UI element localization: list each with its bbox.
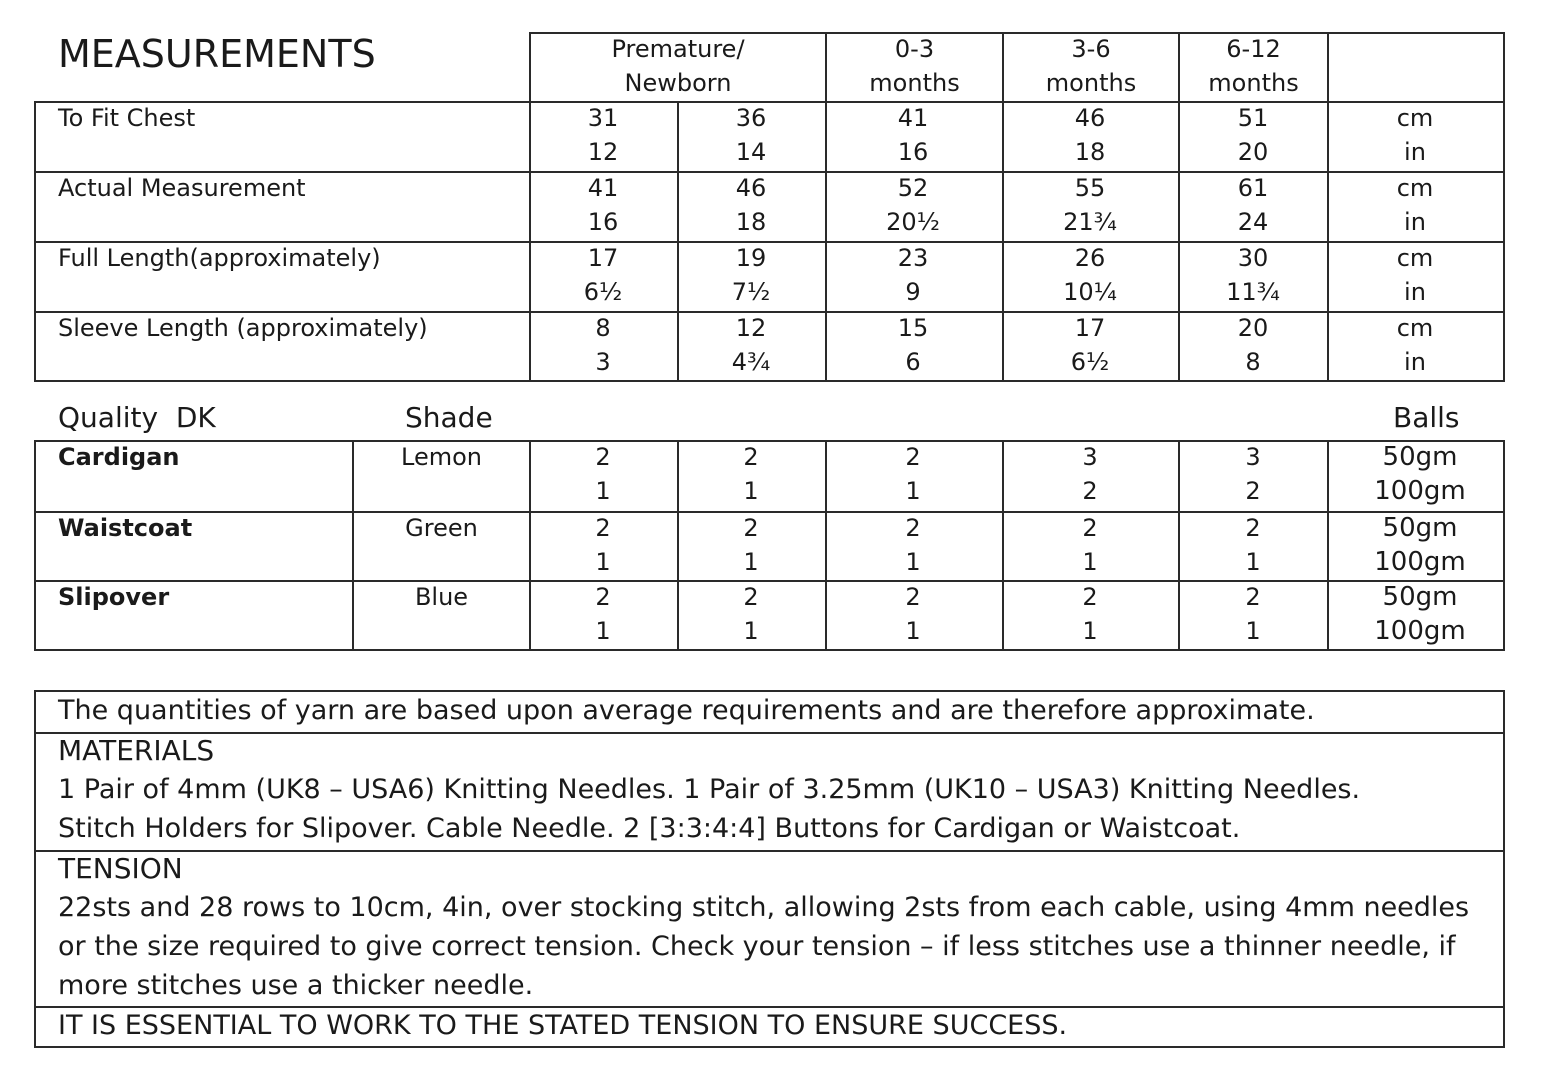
balls-100gm: 1 bbox=[595, 477, 611, 505]
balls-100gm: 1 bbox=[1082, 617, 1098, 645]
balls-50gm: 2 bbox=[595, 583, 611, 611]
unit-50gm: 50gm bbox=[1382, 513, 1458, 543]
balls-100gm: 1 bbox=[905, 548, 921, 576]
cm-value: 41 bbox=[587, 174, 619, 202]
size-header: Premature/ Newborn bbox=[611, 35, 745, 97]
row-label: Actual Measurement bbox=[58, 174, 306, 202]
balls-50gm: 2 bbox=[595, 514, 611, 542]
balls-50gm: 2 bbox=[743, 583, 759, 611]
cm-value: 23 bbox=[897, 244, 929, 272]
balls-50gm: 2 bbox=[1245, 583, 1261, 611]
materials-heading: MATERIALS bbox=[58, 734, 215, 767]
cm-value: 20 bbox=[1237, 314, 1269, 342]
in-value: 20½ bbox=[886, 208, 940, 236]
in-value: 16 bbox=[897, 138, 929, 166]
balls-100gm: 2 bbox=[1245, 477, 1261, 505]
in-value: 8 bbox=[1245, 348, 1261, 376]
row-label: Full Length(approximately) bbox=[58, 244, 381, 272]
balls-100gm: 1 bbox=[595, 548, 611, 576]
cm-value: 30 bbox=[1237, 244, 1269, 272]
balls-100gm: 1 bbox=[905, 617, 921, 645]
in-value: 18 bbox=[735, 208, 767, 236]
balls-100gm: 1 bbox=[1245, 548, 1261, 576]
in-value: 21¾ bbox=[1063, 208, 1117, 236]
unit-in: in bbox=[1404, 138, 1426, 166]
in-value: 6½ bbox=[1070, 348, 1110, 376]
materials-line: 1 Pair of 4mm (UK8 – USA6) Knitting Needles. 1 Pair of 3.25mm (UK10 – USA3) Knitting Needles. bbox=[58, 774, 1361, 805]
balls-50gm: 2 bbox=[905, 514, 921, 542]
shade-name: Lemon bbox=[401, 443, 482, 471]
cm-value: 17 bbox=[587, 244, 619, 272]
in-value: 18 bbox=[1074, 138, 1106, 166]
quantities-note: The quantities of yarn are based upon average requirements and are therefore approximate. bbox=[58, 695, 1315, 726]
shade-name: Green bbox=[405, 514, 478, 542]
in-value: 6 bbox=[905, 348, 921, 376]
unit-cm: cm bbox=[1396, 244, 1434, 272]
unit-in: in bbox=[1404, 208, 1426, 236]
cm-value: 55 bbox=[1074, 174, 1106, 202]
cm-value: 36 bbox=[735, 104, 767, 132]
balls-50gm: 2 bbox=[905, 443, 921, 471]
in-value: 16 bbox=[587, 208, 619, 236]
shade-header: Shade bbox=[405, 401, 493, 434]
cm-value: 8 bbox=[595, 314, 611, 342]
cm-value: 61 bbox=[1237, 174, 1269, 202]
balls-100gm: 1 bbox=[1082, 548, 1098, 576]
balls-100gm: 1 bbox=[743, 617, 759, 645]
balls-50gm: 3 bbox=[1245, 443, 1261, 471]
cm-value: 26 bbox=[1074, 244, 1106, 272]
size-header: 0-3 months bbox=[869, 35, 960, 97]
balls-100gm: 2 bbox=[1082, 477, 1098, 505]
cm-value: 17 bbox=[1074, 314, 1106, 342]
in-value: 24 bbox=[1237, 208, 1269, 236]
in-value: 20 bbox=[1237, 138, 1269, 166]
in-value: 6½ bbox=[583, 278, 623, 306]
unit-cm: cm bbox=[1396, 174, 1434, 202]
unit-in: in bbox=[1404, 278, 1426, 306]
unit-100gm: 100gm bbox=[1374, 547, 1466, 577]
cm-value: 46 bbox=[1074, 104, 1106, 132]
balls-50gm: 2 bbox=[743, 443, 759, 471]
balls-100gm: 1 bbox=[1245, 617, 1261, 645]
unit-50gm: 50gm bbox=[1382, 442, 1458, 472]
size-header: 6-12 months bbox=[1208, 35, 1299, 97]
tension-heading: TENSION bbox=[58, 852, 183, 885]
shade-name: Blue bbox=[414, 583, 469, 611]
unit-cm: cm bbox=[1396, 104, 1434, 132]
garment-name: Slipover bbox=[58, 583, 170, 611]
balls-100gm: 1 bbox=[905, 477, 921, 505]
unit-100gm: 100gm bbox=[1374, 616, 1466, 646]
balls-50gm: 2 bbox=[743, 514, 759, 542]
row-label: To Fit Chest bbox=[58, 104, 196, 132]
quality-label: Quality DK bbox=[58, 401, 216, 434]
garment-name: Waistcoat bbox=[58, 514, 193, 542]
page-title: MEASUREMENTS bbox=[58, 32, 376, 76]
cm-value: 51 bbox=[1237, 104, 1269, 132]
in-value: 11¾ bbox=[1226, 278, 1280, 306]
cm-value: 52 bbox=[897, 174, 929, 202]
balls-50gm: 3 bbox=[1082, 443, 1098, 471]
essential-note: IT IS ESSENTIAL TO WORK TO THE STATED TENSION TO ENSURE SUCCESS. bbox=[58, 1010, 1068, 1041]
garment-name: Cardigan bbox=[58, 443, 180, 471]
balls-100gm: 1 bbox=[743, 477, 759, 505]
cm-value: 15 bbox=[897, 314, 929, 342]
unit-cm: cm bbox=[1396, 314, 1434, 342]
in-value: 12 bbox=[587, 138, 619, 166]
in-value: 4¾ bbox=[731, 348, 771, 376]
balls-100gm: 1 bbox=[743, 548, 759, 576]
unit-100gm: 100gm bbox=[1374, 476, 1466, 506]
in-value: 14 bbox=[735, 138, 767, 166]
balls-50gm: 2 bbox=[1082, 514, 1098, 542]
in-value: 10¼ bbox=[1063, 278, 1117, 306]
cm-value: 12 bbox=[735, 314, 767, 342]
tension-line: or the size required to give correct tension. Check your tension – if less stitches use a thinner needle, if bbox=[58, 931, 1456, 962]
balls-50gm: 2 bbox=[905, 583, 921, 611]
balls-50gm: 2 bbox=[1082, 583, 1098, 611]
materials-line: Stitch Holders for Slipover. Cable Needle. 2 [3:3:4:4] Buttons for Cardigan or Waistcoat. bbox=[58, 813, 1241, 844]
size-header: 3-6 months bbox=[1045, 35, 1137, 97]
in-value: 3 bbox=[595, 348, 611, 376]
in-value: 7½ bbox=[731, 278, 771, 306]
in-value: 9 bbox=[905, 278, 921, 306]
cm-value: 31 bbox=[587, 104, 619, 132]
cm-value: 19 bbox=[735, 244, 767, 272]
row-label: Sleeve Length (approximately) bbox=[58, 314, 428, 342]
balls-header: Balls bbox=[1393, 401, 1460, 434]
tension-line: 22sts and 28 rows to 10cm, 4in, over stocking stitch, allowing 2sts from each cable, using 4mm needles bbox=[58, 892, 1470, 923]
tension-line: more stitches use a thicker needle. bbox=[58, 970, 534, 1001]
unit-in: in bbox=[1404, 348, 1426, 376]
cm-value: 41 bbox=[897, 104, 929, 132]
unit-50gm: 50gm bbox=[1382, 582, 1458, 612]
balls-50gm: 2 bbox=[595, 443, 611, 471]
cm-value: 46 bbox=[735, 174, 767, 202]
balls-100gm: 1 bbox=[595, 617, 611, 645]
balls-50gm: 2 bbox=[1245, 514, 1261, 542]
